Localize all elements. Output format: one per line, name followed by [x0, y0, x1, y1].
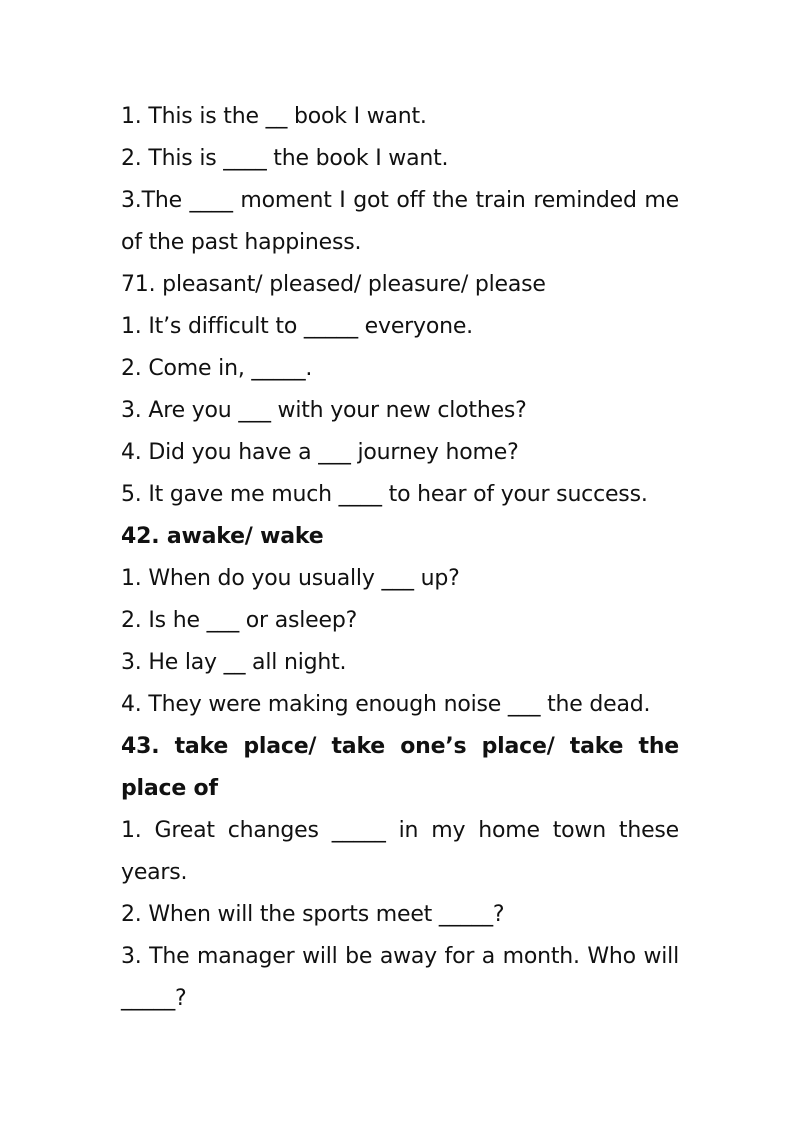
exercise-line: _____? — [121, 986, 187, 1011]
section-heading: 71. pleasant/ pleased/ pleasure/ please — [121, 272, 546, 297]
exercise-line: 2. Come in, _____. — [121, 356, 313, 381]
exercise-line: 3. The manager will be away for a month. Who will — [121, 944, 679, 969]
exercise-line: 1. This is the __ book I want. — [121, 104, 427, 129]
exercise-line: 4. Did you have a ___ journey home? — [121, 440, 519, 465]
exercise-line: 1. When do you usually ___ up? — [121, 566, 460, 591]
exercise-line: years. — [121, 860, 188, 885]
exercise-line: 2. Is he ___ or asleep? — [121, 608, 358, 633]
exercise-line: of the past happiness. — [121, 230, 362, 255]
exercise-line: 1. Great changes _____ in my home town these — [121, 818, 679, 843]
exercise-line: 4. They were making enough noise ___ the dead. — [121, 692, 651, 717]
exercise-line: 1. It’s difficult to _____ everyone. — [121, 314, 473, 339]
exercise-line: 3. He lay __ all night. — [121, 650, 347, 675]
exercise-line: 3. Are you ___ with your new clothes? — [121, 398, 527, 423]
exercise-line: 2. This is ____ the book I want. — [121, 146, 449, 171]
exercise-line: 5. It gave me much ____ to hear of your success. — [121, 482, 648, 507]
section-heading: 42. awake/ wake — [121, 524, 324, 549]
exercise-line: 2. When will the sports meet _____? — [121, 902, 505, 927]
document-page — [121, 96, 679, 1020]
section-heading: 43. take place/ take one’s place/ take the — [121, 734, 679, 759]
exercise-line: 3.The ____ moment I got off the train reminded me — [121, 188, 679, 213]
section-heading: place of — [121, 776, 218, 801]
